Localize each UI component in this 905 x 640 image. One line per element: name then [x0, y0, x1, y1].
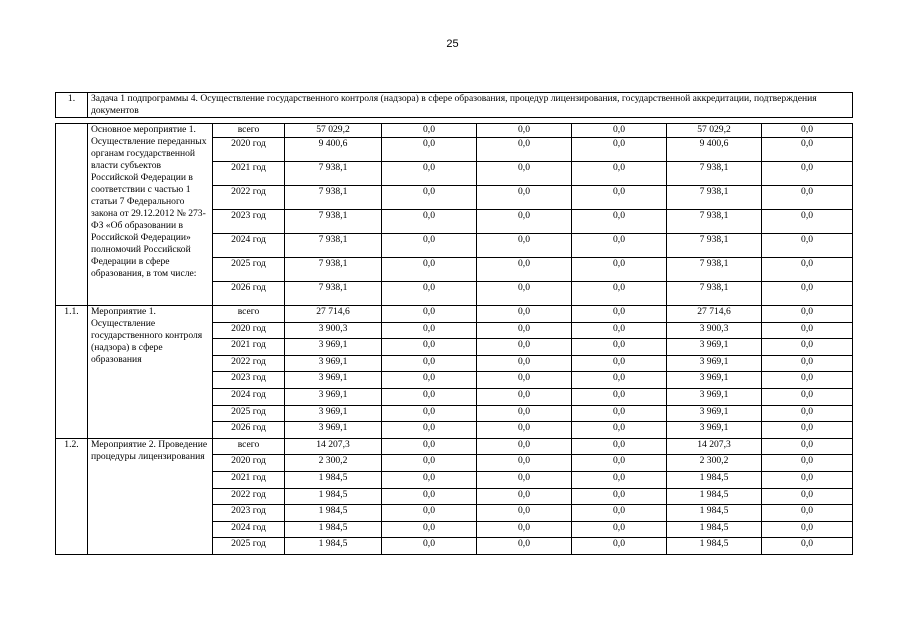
value-cell: 3 969,1	[285, 422, 382, 439]
value-cell: 0,0	[382, 306, 477, 323]
value-cell: 3 969,1	[667, 372, 762, 389]
value-cell: 0,0	[477, 372, 572, 389]
value-cell: 1 984,5	[667, 488, 762, 505]
value-cell: 0,0	[477, 388, 572, 405]
value-cell: 3 969,1	[667, 339, 762, 356]
value-cell: 0,0	[477, 258, 572, 282]
value-cell: 0,0	[477, 186, 572, 210]
period-cell: 2023 год	[213, 505, 285, 522]
section-description: Основное мероприятие 1. Осуществление переданных органам государственной власти субъектов Российской Федерации в соответствии с частью 1 статьи 7 Федерального закона от 29.12.2012 № 273-ФЗ «Об образовании в Российской Федерации» полномочий Российской Федерации в сфере образования, в том числе:	[88, 124, 213, 306]
value-cell: 0,0	[477, 306, 572, 323]
value-cell: 7 938,1	[667, 234, 762, 258]
value-cell: 0,0	[477, 138, 572, 162]
section-description: Мероприятие 2. Проведение процедуры лицензирования	[88, 438, 213, 554]
value-cell: 0,0	[762, 422, 853, 439]
value-cell: 3 969,1	[285, 355, 382, 372]
value-cell: 3 969,1	[285, 388, 382, 405]
value-cell: 0,0	[572, 521, 667, 538]
period-cell: 2022 год	[213, 355, 285, 372]
value-cell: 7 938,1	[285, 186, 382, 210]
value-cell: 0,0	[572, 538, 667, 555]
value-cell: 0,0	[382, 339, 477, 356]
task-index: 1.	[56, 93, 88, 118]
value-cell: 3 969,1	[667, 405, 762, 422]
value-cell: 0,0	[382, 322, 477, 339]
value-cell: 0,0	[572, 422, 667, 439]
value-cell: 0,0	[572, 438, 667, 455]
value-cell: 0,0	[762, 471, 853, 488]
period-cell: 2025 год	[213, 538, 285, 555]
value-cell: 0,0	[762, 282, 853, 306]
value-cell: 7 938,1	[667, 162, 762, 186]
value-cell: 0,0	[382, 538, 477, 555]
page-number: 25	[446, 38, 459, 50]
value-cell: 0,0	[762, 455, 853, 472]
value-cell: 0,0	[762, 322, 853, 339]
value-cell: 1 984,5	[285, 538, 382, 555]
period-cell: 2020 год	[213, 322, 285, 339]
value-cell: 3 969,1	[667, 422, 762, 439]
value-cell: 7 938,1	[667, 186, 762, 210]
value-cell: 0,0	[572, 372, 667, 389]
period-cell: всего	[213, 124, 285, 138]
table-row	[56, 306, 853, 323]
value-cell: 1 984,5	[667, 471, 762, 488]
value-cell: 7 938,1	[285, 258, 382, 282]
period-cell: всего	[213, 306, 285, 323]
value-cell: 3 969,1	[285, 372, 382, 389]
value-cell: 0,0	[477, 162, 572, 186]
task-row	[56, 93, 853, 118]
value-cell: 7 938,1	[285, 282, 382, 306]
value-cell: 1 984,5	[285, 488, 382, 505]
value-cell: 0,0	[762, 306, 853, 323]
period-cell: 2020 год	[213, 455, 285, 472]
value-cell: 0,0	[382, 355, 477, 372]
value-cell: 0,0	[762, 488, 853, 505]
value-cell: 0,0	[477, 422, 572, 439]
value-cell: 0,0	[382, 124, 477, 138]
value-cell: 0,0	[477, 322, 572, 339]
value-cell: 0,0	[762, 388, 853, 405]
value-cell: 7 938,1	[285, 234, 382, 258]
value-cell: 0,0	[477, 124, 572, 138]
value-cell: 0,0	[572, 258, 667, 282]
value-cell: 7 938,1	[667, 258, 762, 282]
task-title: Задача 1 подпрограммы 4. Осуществление государственного контроля (надзора) в сфере образования, процедур лицензирования, государственной аккредитации, подтверждения документов	[88, 93, 853, 118]
value-cell: 0,0	[382, 258, 477, 282]
value-cell: 0,0	[382, 210, 477, 234]
value-cell: 0,0	[477, 521, 572, 538]
value-cell: 0,0	[572, 339, 667, 356]
value-cell: 9 400,6	[285, 138, 382, 162]
value-cell: 0,0	[477, 505, 572, 522]
value-cell: 0,0	[762, 405, 853, 422]
value-cell: 0,0	[762, 339, 853, 356]
value-cell: 0,0	[762, 210, 853, 234]
value-cell: 0,0	[762, 138, 853, 162]
value-cell: 0,0	[477, 339, 572, 356]
period-cell: 2024 год	[213, 388, 285, 405]
period-cell: 2026 год	[213, 282, 285, 306]
value-cell: 0,0	[762, 355, 853, 372]
value-cell: 3 969,1	[285, 339, 382, 356]
value-cell: 0,0	[382, 521, 477, 538]
value-cell: 3 969,1	[667, 388, 762, 405]
value-cell: 1 984,5	[667, 521, 762, 538]
value-cell: 0,0	[762, 438, 853, 455]
value-cell: 14 207,3	[285, 438, 382, 455]
table-row	[56, 438, 853, 455]
period-cell: 2025 год	[213, 405, 285, 422]
value-cell: 0,0	[572, 282, 667, 306]
value-cell: 0,0	[477, 438, 572, 455]
value-cell: 0,0	[382, 388, 477, 405]
value-cell: 0,0	[382, 505, 477, 522]
budget-table	[55, 92, 853, 555]
value-cell: 1 984,5	[285, 471, 382, 488]
value-cell: 0,0	[477, 210, 572, 234]
value-cell: 0,0	[762, 258, 853, 282]
value-cell: 0,0	[572, 210, 667, 234]
period-cell: 2021 год	[213, 162, 285, 186]
value-cell: 1 984,5	[667, 505, 762, 522]
period-cell: 2023 год	[213, 372, 285, 389]
value-cell: 0,0	[572, 234, 667, 258]
value-cell: 7 938,1	[667, 282, 762, 306]
value-cell: 0,0	[762, 186, 853, 210]
period-cell: 2024 год	[213, 234, 285, 258]
value-cell: 0,0	[382, 138, 477, 162]
value-cell: 0,0	[572, 322, 667, 339]
value-cell: 1 984,5	[285, 505, 382, 522]
value-cell: 3 969,1	[667, 355, 762, 372]
value-cell: 0,0	[382, 471, 477, 488]
value-cell: 0,0	[382, 438, 477, 455]
period-cell: 2021 год	[213, 471, 285, 488]
period-cell: 2023 год	[213, 210, 285, 234]
value-cell: 1 984,5	[285, 521, 382, 538]
value-cell: 7 938,1	[285, 210, 382, 234]
value-cell: 3 900,3	[667, 322, 762, 339]
value-cell: 0,0	[477, 455, 572, 472]
value-cell: 0,0	[572, 124, 667, 138]
value-cell: 27 714,6	[667, 306, 762, 323]
value-cell: 0,0	[477, 234, 572, 258]
period-cell: 2022 год	[213, 488, 285, 505]
value-cell: 2 300,2	[667, 455, 762, 472]
value-cell: 27 714,6	[285, 306, 382, 323]
table-row	[56, 124, 853, 138]
value-cell: 0,0	[572, 505, 667, 522]
value-cell: 0,0	[762, 162, 853, 186]
value-cell: 7 938,1	[285, 162, 382, 186]
section-description: Мероприятие 1. Осуществление государственного контроля (надзора) в сфере образования	[88, 306, 213, 439]
value-cell: 0,0	[572, 186, 667, 210]
value-cell: 0,0	[382, 282, 477, 306]
period-cell: 2024 год	[213, 521, 285, 538]
value-cell: 1 984,5	[667, 538, 762, 555]
period-cell: 2020 год	[213, 138, 285, 162]
value-cell: 9 400,6	[667, 138, 762, 162]
value-cell: 0,0	[572, 405, 667, 422]
value-cell: 57 029,2	[285, 124, 382, 138]
value-cell: 0,0	[762, 538, 853, 555]
value-cell: 2 300,2	[285, 455, 382, 472]
value-cell: 7 938,1	[667, 210, 762, 234]
section-index: 1.1.	[56, 306, 88, 439]
value-cell: 0,0	[477, 282, 572, 306]
section-index	[56, 124, 88, 306]
value-cell: 0,0	[382, 372, 477, 389]
value-cell: 0,0	[382, 455, 477, 472]
value-cell: 0,0	[572, 488, 667, 505]
value-cell: 0,0	[572, 455, 667, 472]
value-cell: 0,0	[572, 355, 667, 372]
value-cell: 0,0	[382, 186, 477, 210]
value-cell: 0,0	[572, 138, 667, 162]
value-cell: 0,0	[572, 471, 667, 488]
period-cell: 2026 год	[213, 422, 285, 439]
value-cell: 0,0	[477, 471, 572, 488]
value-cell: 0,0	[762, 372, 853, 389]
value-cell: 3 900,3	[285, 322, 382, 339]
value-cell: 14 207,3	[667, 438, 762, 455]
period-cell: всего	[213, 438, 285, 455]
value-cell: 3 969,1	[285, 405, 382, 422]
value-cell: 0,0	[382, 234, 477, 258]
period-cell: 2022 год	[213, 186, 285, 210]
value-cell: 0,0	[572, 162, 667, 186]
table-body	[56, 93, 853, 555]
value-cell: 0,0	[477, 355, 572, 372]
value-cell: 0,0	[572, 306, 667, 323]
value-cell: 0,0	[477, 488, 572, 505]
period-cell: 2021 год	[213, 339, 285, 356]
value-cell: 0,0	[477, 538, 572, 555]
value-cell: 0,0	[382, 488, 477, 505]
value-cell: 0,0	[762, 124, 853, 138]
value-cell: 0,0	[762, 234, 853, 258]
value-cell: 0,0	[382, 162, 477, 186]
value-cell: 0,0	[382, 422, 477, 439]
value-cell: 0,0	[572, 388, 667, 405]
value-cell: 0,0	[762, 521, 853, 538]
value-cell: 0,0	[382, 405, 477, 422]
value-cell: 0,0	[477, 405, 572, 422]
section-index: 1.2.	[56, 438, 88, 554]
period-cell: 2025 год	[213, 258, 285, 282]
value-cell: 57 029,2	[667, 124, 762, 138]
value-cell: 0,0	[762, 505, 853, 522]
